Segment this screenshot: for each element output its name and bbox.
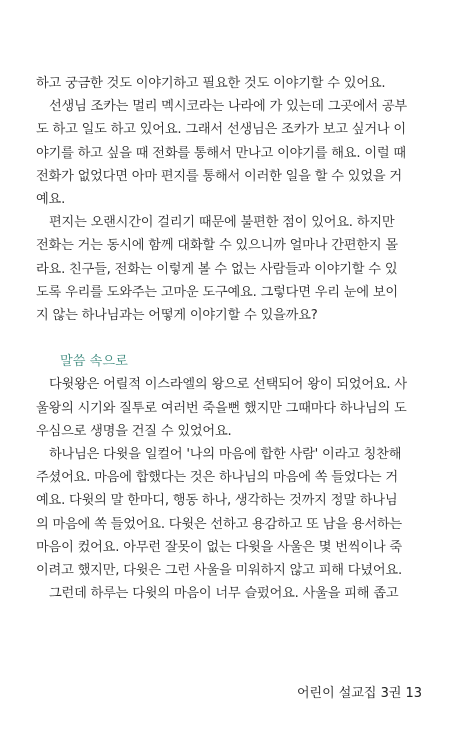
text-line: 이려고 했지만, 다윗은 그런 사울을 미워하지 않고 피해 다녔어요.	[36, 562, 402, 578]
text-line: 야기를 하고 싶을 때 전화를 통해서 만나고 이야기를 해요. 이럴 때	[36, 145, 406, 161]
text-line: 편지는 오랜시간이 걸리기 때문에 불편한 점이 있어요. 하지만	[49, 215, 395, 231]
text-line: 전화는 거는 동시에 함께 대화할 수 있으니까 얼마나 간편한지 몰	[36, 238, 398, 254]
text-line: 전화가 없었다면 아마 편지를 통해서 이러한 일을 할 수 있었을 거	[36, 168, 402, 184]
text-line: 다윗왕은 어릴적 이스라엘의 왕으로 선택되어 왕이 되었어요. 사	[49, 377, 407, 393]
text-line: 그런데 하루는 다윗의 마음이 너무 슬펐어요. 사울을 피해 좁고	[49, 586, 399, 602]
text-line: 예요. 다윗의 말 한마디, 행동 하나, 생각하는 것까지 정말 하나님	[36, 493, 398, 509]
text-line: 지 않는 하나님과는 어떻게 이야기할 수 있을까요?	[36, 307, 318, 323]
text-line: 하나님은 다윗을 일컬어 '나의 마음에 합한 사람' 이라고 칭찬해	[49, 447, 402, 462]
text-line: 주셨어요. 마음에 합했다는 것은 하나님의 마음에 쏙 들었다는 거	[36, 470, 398, 486]
page-footer	[297, 682, 422, 701]
text-line: 우심으로 생명을 건질 수 있었어요.	[36, 423, 232, 439]
text-line: 마음이 컸어요. 아무런 잘못이 없는 다윗을 사울은 몇 번씩이나 죽	[36, 539, 402, 555]
page-number: 13	[405, 686, 422, 701]
text-line: 예요.	[36, 191, 66, 207]
book-title: 어린이 설교집 3권	[297, 686, 402, 701]
text-line: 도 하고 일도 하고 있어요. 그래서 선생님은 조카가 보고 싶거나 이	[36, 122, 406, 138]
section-heading: 말씀 속으로	[60, 354, 128, 370]
text-line: 선생님 조카는 멀리 멕시코라는 나라에 가 있는데 그곳에서 공부	[49, 99, 407, 115]
text-line: 하고 궁금한 것도 이야기하고 필요한 것도 이야기할 수 있어요.	[36, 76, 386, 91]
section-spacer	[36, 327, 434, 350]
body-text	[36, 72, 434, 605]
text-line: 도록 우리를 도와주는 고마운 도구예요. 그렇다면 우리 눈에 보이	[36, 284, 398, 300]
text-line: 울왕의 시기와 질투로 여러번 죽을뻔 했지만 그때마다 하나님의 도	[36, 400, 407, 416]
text-line: 의 마음에 쏙 들었어요. 다윗은 선하고 용감하고 또 남을 용서하는	[36, 516, 402, 532]
text-line: 라요. 친구들, 전화는 이렇게 볼 수 없는 사람들과 이야기할 수 있	[36, 261, 398, 277]
